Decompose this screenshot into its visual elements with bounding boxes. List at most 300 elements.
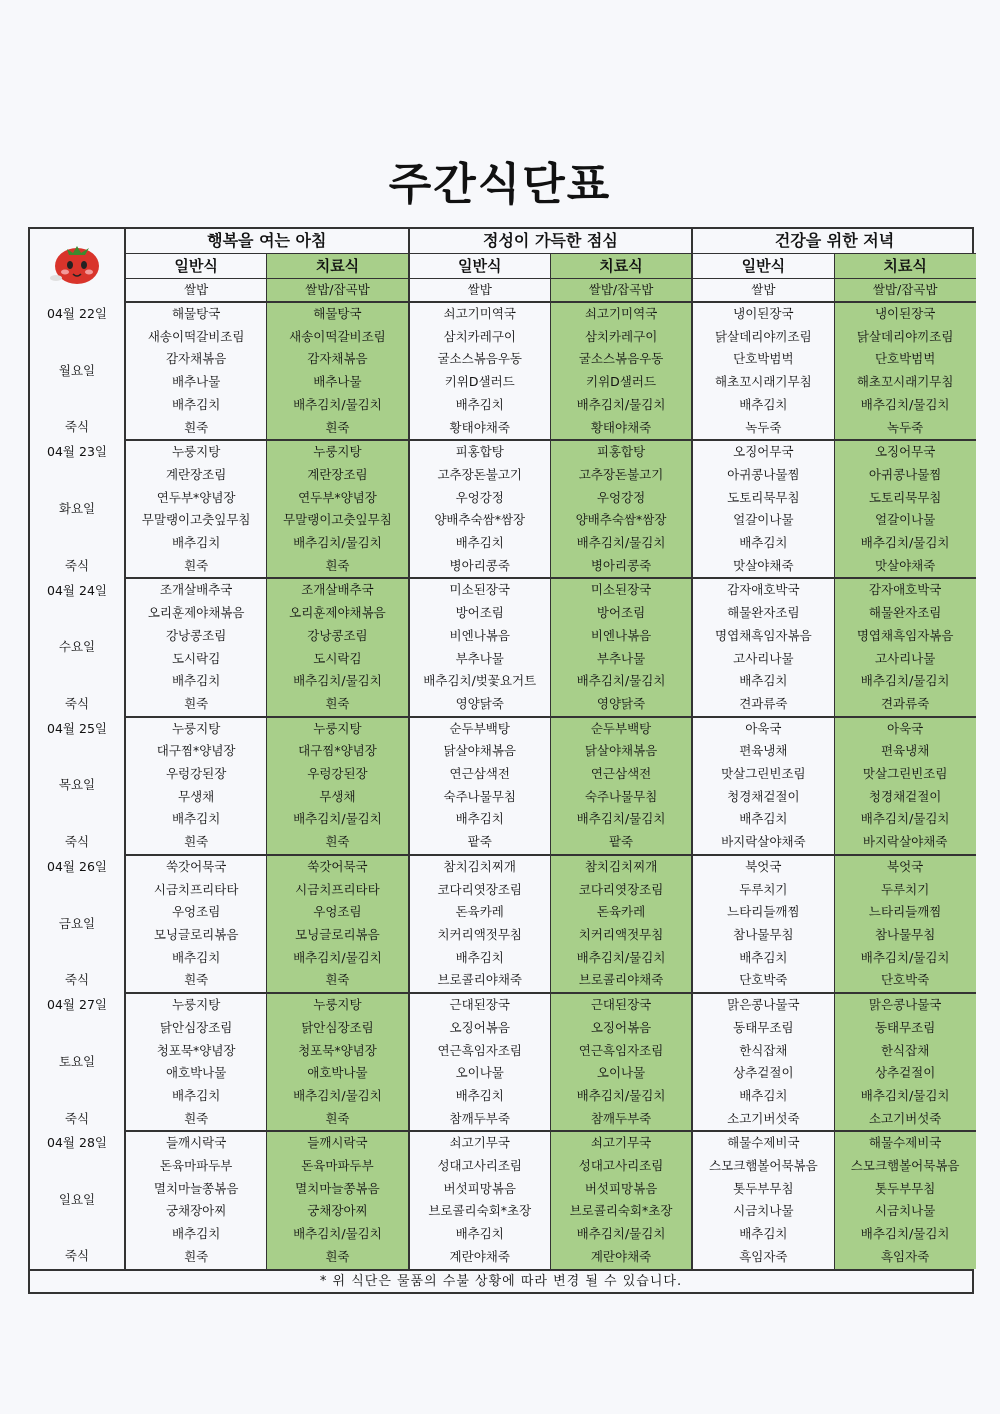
meal-header-dinner: 건강을 위한 저녁 bbox=[692, 229, 976, 254]
therapy-dish-cell: 배추김치/물김치 bbox=[550, 394, 692, 417]
general-dish-cell: 아귀콩나물찜 bbox=[692, 464, 834, 487]
general-dish-cell: 미소된장국 bbox=[409, 578, 551, 602]
general-dish-cell: 두루치기 bbox=[692, 879, 834, 902]
therapy-dish-cell: 삼치카레구이 bbox=[550, 326, 692, 349]
general-dish-cell: 배추김치 bbox=[409, 394, 551, 417]
menu-row bbox=[30, 602, 976, 625]
general-dish-cell: 해물수제비국 bbox=[692, 1131, 834, 1155]
therapy-dish-cell: 누룽지탕 bbox=[267, 993, 409, 1017]
therapy-dish-cell: 두루치기 bbox=[834, 879, 976, 902]
therapy-dish-cell: 소고기버섯죽 bbox=[834, 1108, 976, 1132]
day-cell bbox=[30, 1131, 125, 1268]
general-dish-cell: 쇠고기미역국 bbox=[409, 302, 551, 326]
general-dish-cell: 모닝글로리볶음 bbox=[153, 926, 239, 942]
general-dish-cell: 냉이된장국 bbox=[692, 302, 834, 326]
general-dish-cell: 톳두부무침 bbox=[692, 1178, 834, 1201]
therapy-dish-cell: 해물탕국 bbox=[267, 302, 409, 326]
therapy-dish-cell: 바지락살야채죽 bbox=[834, 831, 976, 855]
general-dish-cell: 배추김치 bbox=[171, 811, 221, 827]
therapy-dish-cell: 배추김치/물김치 bbox=[267, 394, 409, 417]
therapy-dish-cell: 버섯피망볶음 bbox=[550, 1178, 692, 1201]
type-header-general: 일반식 bbox=[125, 254, 267, 279]
general-dish-cell: 오징어볶음 bbox=[409, 1017, 551, 1040]
general-dish-cell: 바지락살야채죽 bbox=[692, 831, 834, 855]
therapy-dish-cell: 배추김치/물김치 bbox=[834, 394, 976, 417]
therapy-dish-cell: 누룽지탕 bbox=[267, 717, 409, 741]
general-dish-cell: 우렁강된장 bbox=[165, 766, 227, 782]
therapy-dish-cell: 계란장조림 bbox=[267, 464, 409, 487]
general-dish-cell: 맛살그린빈조림 bbox=[692, 763, 834, 786]
therapy-dish-cell: 시금치나물 bbox=[834, 1200, 976, 1223]
general-dish-cell: 배추김치 bbox=[692, 532, 834, 555]
general-dish-cell: 참깨두부죽 bbox=[409, 1108, 551, 1132]
general-dish-cell: 우엉조림 bbox=[171, 904, 221, 920]
general-dish-cell: 계란장조림 bbox=[165, 466, 227, 482]
general-dish-cell: 흰죽 bbox=[125, 693, 267, 717]
therapy-dish-cell: 배추김치/물김치 bbox=[834, 1223, 976, 1246]
therapy-dish-cell: 브로콜리숙회*초장 bbox=[550, 1200, 692, 1223]
general-dish-cell: 대구찜*양념장 bbox=[156, 743, 236, 759]
general-dish-cell: 녹두죽 bbox=[692, 417, 834, 441]
general-dish-cell: 단호박죽 bbox=[692, 969, 834, 993]
menu-row bbox=[30, 1178, 976, 1201]
general-dish-cell: 배추나물 bbox=[171, 374, 221, 390]
menu-row bbox=[30, 947, 976, 970]
general-dish-cell: 배추김치 bbox=[171, 396, 221, 412]
therapy-dish-cell: 쇠고기무국 bbox=[550, 1131, 692, 1155]
menu-row bbox=[30, 578, 976, 602]
therapy-dish-cell: 배추김치/물김치 bbox=[834, 532, 976, 555]
general-dish-cell: 얼갈이나물 bbox=[692, 509, 834, 532]
therapy-dish-cell: 배추김치/물김치 bbox=[550, 1085, 692, 1108]
therapy-dish-cell: 팥죽 bbox=[550, 831, 692, 855]
therapy-dish-cell: 조개살배추국 bbox=[267, 578, 409, 602]
therapy-dish-cell: 숙주나물무침 bbox=[550, 786, 692, 809]
day-date: 04월 24일 bbox=[47, 582, 107, 598]
therapy-dish-cell: 근대된장국 bbox=[550, 993, 692, 1017]
therapy-dish-cell: 닭살데리야끼조림 bbox=[834, 326, 976, 349]
menu-row bbox=[30, 786, 976, 809]
menu-row bbox=[30, 440, 976, 464]
therapy-dish-cell: 성대고사리조림 bbox=[550, 1155, 692, 1178]
general-dish-cell: 편육냉채 bbox=[692, 740, 834, 763]
general-dish-cell: 무생채 bbox=[178, 788, 215, 804]
menu-row bbox=[30, 1062, 976, 1085]
therapy-dish-cell: 배추김치/물김치 bbox=[834, 670, 976, 693]
general-dish-cell: 닭살데리야끼조림 bbox=[692, 326, 834, 349]
general-dish-cell: 해물탕국 bbox=[171, 306, 221, 321]
therapy-dish-cell: 배추김치/물김치 bbox=[267, 947, 409, 970]
day-weekday: 수요일 bbox=[58, 639, 96, 655]
day-cell bbox=[30, 717, 125, 855]
therapy-dish-cell: 오징어무국 bbox=[834, 440, 976, 464]
therapy-dish-cell: 참나물무침 bbox=[834, 924, 976, 947]
day-weekday: 일요일 bbox=[58, 1191, 96, 1207]
therapy-dish-cell: 양배추숙쌈*쌈장 bbox=[550, 509, 692, 532]
therapy-dish-cell: 대구찜*양념장 bbox=[267, 740, 409, 763]
general-dish-cell: 배추김치 bbox=[171, 949, 221, 965]
general-dish-cell: 단호박범벅 bbox=[692, 348, 834, 371]
general-dish-cell: 버섯피망볶음 bbox=[409, 1178, 551, 1201]
general-dish-cell: 배추김치 bbox=[171, 535, 221, 551]
therapy-dish-cell: 순두부백탕 bbox=[550, 717, 692, 741]
day-date: 04월 22일 bbox=[47, 306, 107, 322]
general-dish-cell: 흰죽 bbox=[125, 417, 267, 441]
day-date: 04월 25일 bbox=[47, 720, 107, 736]
therapy-dish-cell: 모닝글로리볶음 bbox=[267, 924, 409, 947]
therapy-dish-cell: 쑥갓어묵국 bbox=[267, 855, 409, 879]
general-dish-cell: 배추김치 bbox=[409, 947, 551, 970]
menu-sheet bbox=[28, 227, 974, 1294]
therapy-dish-cell: 배추김치/물김치 bbox=[267, 532, 409, 555]
therapy-dish-cell: 멸치마늘쫑볶음 bbox=[267, 1178, 409, 1201]
therapy-dish-cell: 단호박죽 bbox=[834, 969, 976, 993]
menu-row bbox=[30, 831, 976, 855]
general-dish-cell: 배추김치 bbox=[409, 808, 551, 831]
type-header-therapy: 치료식 bbox=[550, 254, 692, 279]
general-dish-cell: 흰죽 bbox=[125, 555, 267, 579]
menu-row bbox=[30, 1085, 976, 1108]
therapy-dish-cell: 닭살야채볶음 bbox=[550, 740, 692, 763]
therapy-dish-cell: 편육냉채 bbox=[834, 740, 976, 763]
general-dish-cell: 북엇국 bbox=[692, 855, 834, 879]
general-dish-cell: 배추김치 bbox=[692, 670, 834, 693]
day-date: 04월 26일 bbox=[47, 858, 107, 874]
general-dish-cell: 돈육마파두부 bbox=[159, 1158, 233, 1174]
therapy-dish-cell: 맑은콩나물국 bbox=[834, 993, 976, 1017]
menu-row bbox=[30, 464, 976, 487]
general-dish-cell: 명엽채흑임자볶음 bbox=[692, 625, 834, 648]
general-dish-cell: 오리훈제야채볶음 bbox=[147, 605, 245, 621]
general-dish-cell: 배추김치 bbox=[692, 947, 834, 970]
type-header-therapy: 치료식 bbox=[267, 254, 409, 279]
therapy-dish-cell: 느타리들깨찜 bbox=[834, 901, 976, 924]
therapy-dish-cell: 명엽채흑임자볶음 bbox=[834, 625, 976, 648]
therapy-dish-cell: 비엔나볶음 bbox=[550, 625, 692, 648]
day-weekday: 월요일 bbox=[58, 362, 96, 378]
general-dish-cell: 감자애호박국 bbox=[692, 578, 834, 602]
menu-row bbox=[30, 302, 976, 326]
therapy-dish-cell: 북엇국 bbox=[834, 855, 976, 879]
general-dish-cell: 병아리콩죽 bbox=[409, 555, 551, 579]
general-dish-cell: 흰죽 bbox=[184, 1248, 209, 1264]
general-dish-cell: 성대고사리조림 bbox=[409, 1155, 551, 1178]
general-dish-cell: 쇠고기무국 bbox=[409, 1131, 551, 1155]
therapy-dish-cell: 시금치프리타타 bbox=[267, 879, 409, 902]
general-dish-cell: 강낭콩조림 bbox=[165, 627, 227, 643]
general-dish-cell: 맛살야채죽 bbox=[692, 555, 834, 579]
day-cell bbox=[30, 993, 125, 1131]
therapy-dish-cell: 코다리엿장조림 bbox=[550, 879, 692, 902]
therapy-dish-cell: 고추장돈불고기 bbox=[550, 464, 692, 487]
therapy-dish-cell: 무생채 bbox=[267, 786, 409, 809]
menu-row bbox=[30, 348, 976, 371]
menu-row bbox=[30, 509, 976, 532]
general-dish-cell: 참나물무침 bbox=[692, 924, 834, 947]
therapy-dish-cell: 브로콜리야채죽 bbox=[550, 969, 692, 993]
therapy-dish-cell: 영양닭죽 bbox=[550, 693, 692, 717]
general-dish-cell: 누룽지탕 bbox=[171, 720, 221, 736]
general-dish-cell: 느타리들깨찜 bbox=[692, 901, 834, 924]
day-porridge-label: 죽식 bbox=[64, 1110, 90, 1126]
general-dish-cell: 부추나물 bbox=[409, 648, 551, 671]
day-weekday: 목요일 bbox=[58, 777, 96, 793]
general-dish-cell: 배추김치 bbox=[692, 1085, 834, 1108]
therapy-dish-cell: 아귀콩나물찜 bbox=[834, 464, 976, 487]
therapy-dish-cell: 우엉강정 bbox=[550, 487, 692, 510]
meal-header-breakfast: 행복을 여는 아침 bbox=[125, 229, 409, 254]
menu-row bbox=[30, 394, 976, 417]
menu-row bbox=[30, 1108, 976, 1132]
day-porridge-label: 죽식 bbox=[64, 419, 90, 435]
general-dish-cell: 도시락김 bbox=[171, 650, 221, 666]
therapy-dish-cell: 상추겉절이 bbox=[834, 1062, 976, 1085]
therapy-dish-cell: 도토리묵무침 bbox=[834, 487, 976, 510]
day-cell bbox=[30, 440, 125, 578]
general-dish-cell: 영양닭죽 bbox=[409, 693, 551, 717]
therapy-dish-cell: 참깨두부죽 bbox=[550, 1108, 692, 1132]
therapy-dish-cell: 병아리콩죽 bbox=[550, 555, 692, 579]
menu-row bbox=[30, 693, 976, 717]
therapy-dish-cell: 키위D샐러드 bbox=[550, 371, 692, 394]
therapy-dish-cell: 흰죽 bbox=[267, 555, 409, 579]
therapy-dish-cell: 배추나물 bbox=[267, 371, 409, 394]
general-dish-cell: 해물완자조림 bbox=[692, 602, 834, 625]
therapy-dish-cell: 우엉조림 bbox=[267, 901, 409, 924]
menu-row bbox=[30, 648, 976, 671]
general-dish-cell: 숙주나물무침 bbox=[409, 786, 551, 809]
therapy-dish-cell: 닭안심장조림 bbox=[267, 1017, 409, 1040]
day-cell bbox=[30, 302, 125, 440]
therapy-dish-cell: 궁채장아찌 bbox=[267, 1200, 409, 1223]
therapy-dish-cell: 녹두죽 bbox=[834, 417, 976, 441]
day-date: 04월 28일 bbox=[47, 1134, 107, 1150]
therapy-dish-cell: 배추김치/물김치 bbox=[267, 808, 409, 831]
menu-row bbox=[30, 855, 976, 879]
therapy-dish-cell: 황태야채죽 bbox=[550, 417, 692, 441]
day-porridge-label: 죽식 bbox=[64, 557, 90, 573]
therapy-dish-cell: 청경채겉절이 bbox=[834, 786, 976, 809]
menu-row bbox=[30, 879, 976, 902]
general-dish-cell: 새송이떡갈비조림 bbox=[147, 328, 245, 344]
therapy-dish-cell: 감자애호박국 bbox=[834, 578, 976, 602]
therapy-dish-cell: 배추김치/물김치 bbox=[267, 670, 409, 693]
menu-body bbox=[30, 302, 976, 1269]
therapy-dish-cell: 돈육카레 bbox=[550, 901, 692, 924]
therapy-dish-cell: 흰죽 bbox=[267, 969, 409, 993]
menu-row bbox=[30, 993, 976, 1017]
rice-cell: 쌀밥 bbox=[409, 279, 551, 303]
therapy-dish-cell: 배추김치/물김치 bbox=[550, 808, 692, 831]
general-dish-cell: 감자채볶음 bbox=[165, 351, 227, 367]
rice-cell: 쌀밥 bbox=[692, 279, 834, 303]
general-dish-cell: 무말랭이고춧잎무침 bbox=[141, 512, 251, 528]
general-dish-cell: 배추김치 bbox=[409, 1085, 551, 1108]
general-dish-cell: 계란야채죽 bbox=[409, 1246, 551, 1269]
menu-row bbox=[30, 924, 976, 947]
general-dish-cell: 우엉강정 bbox=[409, 487, 551, 510]
menu-row bbox=[30, 371, 976, 394]
general-dish-cell: 누룽지탕 bbox=[171, 444, 221, 460]
therapy-dish-cell: 해물수제비국 bbox=[834, 1131, 976, 1155]
general-dish-cell: 참치김치찌개 bbox=[409, 855, 551, 879]
general-dish-cell: 돈육카레 bbox=[409, 901, 551, 924]
therapy-dish-cell: 흰죽 bbox=[267, 417, 409, 441]
general-dish-cell: 아욱국 bbox=[692, 717, 834, 741]
rice-cell: 쌀밥/잡곡밥 bbox=[267, 279, 409, 303]
general-dish-cell: 방어조림 bbox=[409, 602, 551, 625]
general-dish-cell: 궁채장아찌 bbox=[165, 1203, 227, 1219]
therapy-dish-cell: 방어조림 bbox=[550, 602, 692, 625]
general-dish-cell: 배추김치/벚꽃요거트 bbox=[409, 670, 551, 693]
general-dish-cell: 흑임자죽 bbox=[692, 1246, 834, 1269]
general-dish-cell: 배추김치 bbox=[171, 1087, 221, 1103]
therapy-dish-cell: 돈육마파두부 bbox=[267, 1155, 409, 1178]
menu-row bbox=[30, 901, 976, 924]
general-dish-cell: 비엔나볶음 bbox=[409, 625, 551, 648]
general-dish-cell: 흰죽 bbox=[125, 831, 267, 855]
therapy-dish-cell: 계란야채죽 bbox=[550, 1246, 692, 1269]
menu-row bbox=[30, 717, 976, 741]
therapy-dish-cell: 도시락김 bbox=[267, 648, 409, 671]
therapy-dish-cell: 냉이된장국 bbox=[834, 302, 976, 326]
day-porridge-label: 죽식 bbox=[64, 695, 90, 711]
type-header-general: 일반식 bbox=[692, 254, 834, 279]
rice-cell: 쌀밥/잡곡밥 bbox=[550, 279, 692, 303]
general-dish-cell: 누룽지탕 bbox=[171, 997, 221, 1013]
general-dish-cell: 닭안심장조림 bbox=[159, 1019, 233, 1035]
therapy-dish-cell: 연근흑임자조림 bbox=[550, 1040, 692, 1063]
therapy-dish-cell: 쇠고기미역국 bbox=[550, 302, 692, 326]
menu-row bbox=[30, 740, 976, 763]
therapy-dish-cell: 부추나물 bbox=[550, 648, 692, 671]
general-dish-cell: 고사리나물 bbox=[692, 648, 834, 671]
menu-row bbox=[30, 417, 976, 441]
meal-header-lunch: 정성이 가득한 점심 bbox=[409, 229, 693, 254]
therapy-dish-cell: 배추김치/물김치 bbox=[834, 947, 976, 970]
general-dish-cell: 애호박나물 bbox=[165, 1065, 227, 1081]
menu-row bbox=[30, 1223, 976, 1246]
day-weekday: 화요일 bbox=[58, 500, 96, 516]
general-dish-cell: 닭살야채볶음 bbox=[409, 740, 551, 763]
tomato-mascot-icon bbox=[30, 229, 125, 302]
general-dish-cell: 배추김치 bbox=[692, 394, 834, 417]
general-dish-cell: 순두부백탕 bbox=[409, 717, 551, 741]
menu-row bbox=[30, 763, 976, 786]
menu-table bbox=[30, 229, 976, 1269]
day-date: 04월 27일 bbox=[47, 997, 107, 1013]
therapy-dish-cell: 들깨시락국 bbox=[267, 1131, 409, 1155]
general-dish-cell: 굴소스볶음우동 bbox=[409, 348, 551, 371]
rice-cell: 쌀밥 bbox=[125, 279, 267, 303]
general-dish-cell: 소고기버섯죽 bbox=[692, 1108, 834, 1132]
therapy-dish-cell: 배추김치/물김치 bbox=[834, 1085, 976, 1108]
therapy-dish-cell: 톳두부무침 bbox=[834, 1178, 976, 1201]
general-dish-cell: 동태무조림 bbox=[692, 1017, 834, 1040]
day-date: 04월 23일 bbox=[47, 444, 107, 460]
therapy-dish-cell: 맛살야채죽 bbox=[834, 555, 976, 579]
menu-row bbox=[30, 625, 976, 648]
day-weekday: 금요일 bbox=[58, 915, 96, 931]
general-dish-cell: 견과류죽 bbox=[692, 693, 834, 717]
therapy-dish-cell: 오리훈제야채볶음 bbox=[267, 602, 409, 625]
menu-row bbox=[30, 1246, 976, 1269]
therapy-dish-cell: 연두부*양념장 bbox=[267, 487, 409, 510]
general-dish-cell: 고추장돈불고기 bbox=[409, 464, 551, 487]
page-title: 주간식단표 bbox=[388, 159, 612, 210]
type-header-general: 일반식 bbox=[409, 254, 551, 279]
general-dish-cell: 오이나물 bbox=[409, 1062, 551, 1085]
general-dish-cell: 코다리엿장조림 bbox=[409, 879, 551, 902]
general-dish-cell: 피홍합탕 bbox=[409, 440, 551, 464]
therapy-dish-cell: 감자채볶음 bbox=[267, 348, 409, 371]
general-dish-cell: 근대된장국 bbox=[409, 993, 551, 1017]
general-dish-cell: 배추김치 bbox=[692, 808, 834, 831]
menu-row bbox=[30, 1200, 976, 1223]
general-dish-cell: 조개살배추국 bbox=[159, 582, 233, 598]
menu-row bbox=[30, 1155, 976, 1178]
therapy-dish-cell: 얼갈이나물 bbox=[834, 509, 976, 532]
therapy-dish-cell: 우렁강된장 bbox=[267, 763, 409, 786]
general-dish-cell: 연근삼색전 bbox=[409, 763, 551, 786]
general-dish-cell: 한식잡채 bbox=[692, 1040, 834, 1063]
menu-row bbox=[30, 808, 976, 831]
general-dish-cell: 스모크햄볼어묵볶음 bbox=[692, 1155, 834, 1178]
therapy-dish-cell: 흰죽 bbox=[267, 1108, 409, 1132]
general-dish-cell: 브로콜리야채죽 bbox=[409, 969, 551, 993]
menu-row bbox=[30, 1131, 976, 1155]
general-dish-cell: 맑은콩나물국 bbox=[692, 993, 834, 1017]
rice-cell: 쌀밥/잡곡밥 bbox=[834, 279, 976, 303]
therapy-dish-cell: 동태무조림 bbox=[834, 1017, 976, 1040]
general-dish-cell: 흰죽 bbox=[125, 969, 267, 993]
menu-row bbox=[30, 969, 976, 993]
therapy-dish-cell: 배추김치/물김치 bbox=[834, 808, 976, 831]
therapy-dish-cell: 미소된장국 bbox=[550, 578, 692, 602]
general-dish-cell: 연두부*양념장 bbox=[156, 489, 236, 505]
therapy-dish-cell: 고사리나물 bbox=[834, 648, 976, 671]
general-dish-cell: 해초꼬시래기무침 bbox=[692, 371, 834, 394]
therapy-dish-cell: 배추김치/물김치 bbox=[550, 532, 692, 555]
therapy-dish-cell: 스모크햄볼어묵볶음 bbox=[834, 1155, 976, 1178]
therapy-dish-cell: 누룽지탕 bbox=[267, 440, 409, 464]
therapy-dish-cell: 오징어볶음 bbox=[550, 1017, 692, 1040]
menu-row bbox=[30, 326, 976, 349]
general-dish-cell: 시금치나물 bbox=[692, 1200, 834, 1223]
general-dish-cell: 도토리묵무침 bbox=[692, 487, 834, 510]
therapy-dish-cell: 흰죽 bbox=[267, 693, 409, 717]
general-dish-cell: 쑥갓어묵국 bbox=[165, 858, 227, 874]
general-dish-cell: 황태야채죽 bbox=[409, 417, 551, 441]
day-cell bbox=[30, 855, 125, 993]
menu-row bbox=[30, 1017, 976, 1040]
footer-note: * 위 식단은 물품의 수불 상황에 따라 변경 될 수 있습니다. bbox=[30, 1269, 972, 1292]
therapy-dish-cell: 배추김치/물김치 bbox=[550, 947, 692, 970]
general-dish-cell: 키위D샐러드 bbox=[409, 371, 551, 394]
general-dish-cell: 배추김치 bbox=[692, 1223, 834, 1246]
general-dish-cell: 배추김치 bbox=[171, 1226, 221, 1242]
therapy-dish-cell: 맛살그린빈조림 bbox=[834, 763, 976, 786]
day-porridge-label: 죽식 bbox=[64, 972, 90, 988]
therapy-dish-cell: 무말랭이고춧잎무침 bbox=[267, 509, 409, 532]
general-dish-cell: 청포묵*양념장 bbox=[156, 1042, 236, 1058]
therapy-dish-cell: 굴소스볶음우동 bbox=[550, 348, 692, 371]
therapy-dish-cell: 해물완자조림 bbox=[834, 602, 976, 625]
therapy-dish-cell: 연근삼색전 bbox=[550, 763, 692, 786]
menu-row bbox=[30, 532, 976, 555]
therapy-dish-cell: 참치김치찌개 bbox=[550, 855, 692, 879]
general-dish-cell: 삼치카레구이 bbox=[409, 326, 551, 349]
